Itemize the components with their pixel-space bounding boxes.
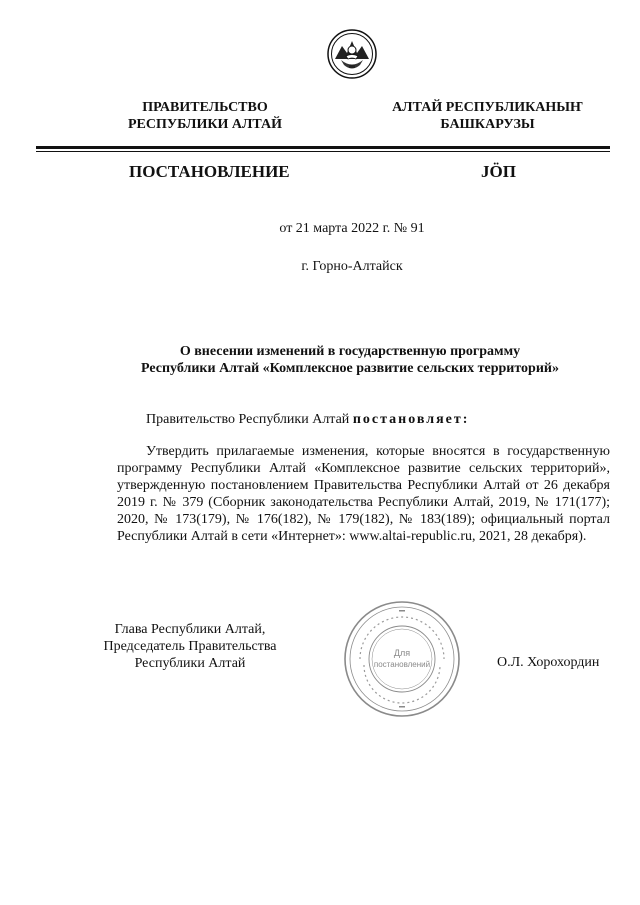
header-divider-thick	[36, 146, 610, 149]
stamp-center-line2: постановлений	[373, 660, 431, 669]
title-line2: Республики Алтай «Комплексное развитие сельских территорий»	[141, 361, 559, 376]
body-text: Утвердить прилагаемые изменения, которые вносятся в государственную программу Республики Алтай «Комплексное развитие сельских территорий», утвержденную постановлением Правительства Республики Алтай от 26 декабря 2019 г. № 379 (Сборник законодательства Республики Алтай, 2019, № 171(177); 2020, № 173(179), № 176(182), № 179(182), № 183(189); официальный портал Республики Алтай в сети «Интернет»: www.altai-republic.ru, 2021, 28 декабря).	[117, 444, 610, 544]
position-line1: Глава Республики Алтай,	[114, 622, 266, 637]
city: г. Горно-Алтайск	[301, 259, 403, 274]
position-line2: Председатель Правительства	[103, 639, 277, 654]
header-right	[365, 99, 610, 133]
header-left-line1: ПРАВИТЕЛЬСТВО	[142, 100, 268, 115]
doc-type-altai: JӦП	[481, 162, 516, 181]
decree-prefix: Правительство Республики Алтай	[146, 412, 353, 427]
doc-type-russian: ПОСТАНОВЛЕНИЕ	[129, 162, 290, 181]
document-title	[60, 343, 640, 377]
header-divider-thin	[36, 151, 610, 152]
body-paragraph	[117, 443, 610, 545]
header-left-line2: РЕСПУБЛИКИ АЛТАЙ	[127, 117, 283, 132]
official-stamp	[342, 599, 462, 719]
position-line3: Республики Алтай	[134, 656, 246, 671]
stamp-center-line1: Для	[393, 648, 411, 658]
decree-line	[146, 412, 469, 428]
header-right-line2: БАШКАРУЗЫ	[440, 117, 535, 132]
signatory-name: О.Л. Хорохордин	[497, 655, 600, 670]
coat-of-arms-emblem	[327, 29, 377, 79]
title-line1: О внесении изменений в государственную программу	[179, 344, 521, 359]
signatory-position	[90, 621, 290, 672]
date-number: от 21 марта 2022 г. № 91	[279, 221, 425, 236]
header-left	[90, 99, 320, 133]
header-right-line1: АЛТАЙ РЕСПУБЛИКАНЫҤ	[392, 100, 583, 115]
decree-verb: постановляет:	[352, 412, 470, 427]
